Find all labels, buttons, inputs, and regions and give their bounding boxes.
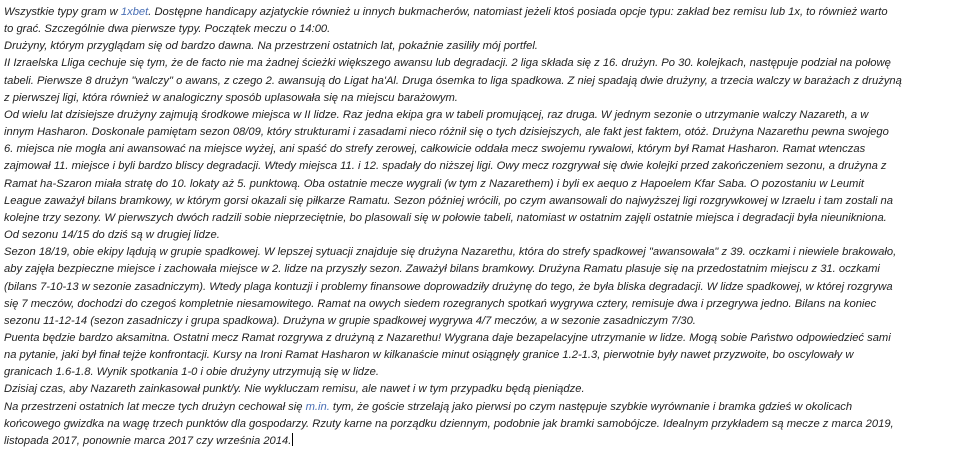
text-line: II Izraelska Lliga cechuje się tym, że de facto nie ma żadnej ścieżki większego awansu lub degradacji. 2 liga składa się z 16. drużyn. Po 30. kolejkach, następuje podział na połowę bbox=[4, 57, 891, 70]
abbreviation-link[interactable]: m.in. bbox=[305, 400, 330, 413]
text-line: 6. miejsca nie mogła ani awansować na miejsce wyżej, ani spaść do strefy zerowej, całkowicie oddała mecz swojemu rywalowi, którym był Ramat Hasharon. Ramat wtenczas bbox=[4, 143, 866, 156]
text-line: Ramat ha-Szaron miała stratę do 10. lokaty aż 5. punktową. Oba ostatnie mecze wygrali (w tym z Nazarethem) i byli ex aequo z Hapoelem Kfar Saba. O pozostaniu w Leumit bbox=[4, 177, 864, 190]
text-line: Od sezonu 14/15 do dziś są w drugiej lidze. bbox=[4, 229, 220, 242]
text-line: granicach 1.6-1.8. Wynik spotkania 1-0 i obie drużyny utrzymują się w lidze. bbox=[4, 366, 379, 379]
text-segment: tym, że goście strzelają jako pierwsi po czym następuje szybkie wyrównanie i bramka gdzieś w okolicach bbox=[329, 400, 853, 413]
text-line: na pytanie, jaki był finał tejże konfrontacji. Kursy na Ironi Ramat Hasharon w kilkanaście minut osiągnęły granice 1.2-1.3, pierwotnie były nawet przyzwoite, bo oscylowały w bbox=[4, 349, 854, 362]
text-line: Drużyny, którym przyglądam się od bardzo dawna. Na przestrzeni ostatnich lat, pokaźnie zasiliły mój portfel. bbox=[4, 40, 538, 53]
text-line: to grać. Szczególnie dwa pierwsze typy. Początek meczu o 14:00. bbox=[4, 23, 331, 36]
text-line: sezonu 11-12-14 (sezon zasadniczy i grupa spadkowa). Drużyna w grupie spadkowej wygrywa 4/7 meczów, a w sezonie zasadniczym 7/30. bbox=[4, 314, 696, 327]
text-line: się 7 meczów, dochodzi do czegoś kompletnie niesamowitego. Ramat na owych siedem rozegranych spotkań wygrywa cztery, remisuje dwa i przegrywa jedno. Bilans na koniec bbox=[4, 297, 877, 310]
text-segment: Wszystkie typy gram w bbox=[4, 6, 121, 18]
text-line: Od wielu lat dzisiejsze drużyny zajmują środkowe miejsca w II lidze. Raz jedna ekipa gra w tabeli promującej, raz druga. W jednym sezonie o utrzymanie walczy Nazareth, a w bbox=[4, 108, 869, 121]
text-line: Puenta będzie bardzo aksamitna. Ostatni mecz Ramat rozgrywa z drużyną z Nazarethu! Wygrana daje bezapelacyjne utrzymanie w lidze. Mogą sobie Państwo odpowiedzieć sami bbox=[4, 331, 891, 344]
text-line bbox=[4, 4, 949, 21]
text-line: końcowego gwizdka na wagę trzech punktów dla gospodarzy. Rzuty karne na porządku dziennym, podobnie jak bramki samobójcze. Idealnym przykładem są mecze z marca 2019, bbox=[4, 417, 894, 430]
text-line: aby zajęła bezpieczne miejsce i zachowała miejsce w 2. lidze na przyszły sezon. Zaważył bilans bramkowy. Drużyna Ramatu plasuje się na przedostatnim miejscu z 31. oczkami bbox=[4, 263, 880, 276]
text-line: Dzisiaj czas, aby Nazareth zainkasował punkt/y. Nie wykluczam remisu, ale nawet i w tym przypadku będą pieniądze. bbox=[4, 383, 585, 396]
text-segment: . Dostępne handicapy azjatyckie również u innych bukmacherów, natomiast jeżeli ktoś posiada opcje typu: zakład bez remisu lub 1x, to również warto bbox=[148, 6, 888, 18]
document-body[interactable] bbox=[4, 4, 949, 450]
text-line: z pierwszej ligi, która również w analogiczny sposób uplasowała się na miejscu barażowym. bbox=[4, 91, 458, 104]
text-line: League zaważył bilans bramkowy, w którym gorsi okazali się piłkarze Ramatu. Sezon później wrócili, po czym awansowali do najwyższej ligi rozgrywkowej w Izraelu i tam zostali na bbox=[4, 194, 893, 207]
text-line: (bilans 7-10-13 w sezonie zasadniczym). Wtedy plaga kontuzji i problemy finansowe doprowadziły drużynę do tego, że była bliska degradacji. W lidze spadkowej, w której rozgrywa bbox=[4, 280, 893, 293]
text-line: zajmował 11. miejsce i byli bardzo bliscy degradacji. Wtedy miejsca 11. i 12. spadały do niższej ligi. Owy mecz rozgrywał się dwie kolejki przed zakończeniem sezonu, a drużyna z bbox=[4, 160, 887, 173]
text-caret bbox=[292, 433, 293, 446]
text-line: innym Hasharon. Doskonale pamiętam sezon 08/09, który strukturami i zasadami nieco różnił się o tych dzisiejszych, ale fakt jest faktem, otóż. Drużyna Nazarethu pewna swojego bbox=[4, 126, 889, 139]
text-line: Sezon 18/19, obie ekipy lądują w grupie spadkowej. W lepszej sytuacji znajduje się drużyna Nazarethu, która do strefy spadkowej "awansowała" z 39. oczkami i niewiele brakowało, bbox=[4, 246, 897, 259]
text-line bbox=[4, 399, 949, 416]
bookmaker-link[interactable]: 1xbet bbox=[120, 6, 149, 18]
text-line: listopada 2017, ponownie marca 2017 czy września 2014. bbox=[4, 434, 292, 447]
text-line: tabeli. Pierwsze 8 drużyn "walczy" o awans, z czego 2. awansują do Ligat ha'Al. Druga ósemka to liga spadkowa. Z niej spadają dwie drużyny, a trzecia walczy w barażach z drużyną bbox=[4, 74, 902, 87]
text-segment: Na przestrzeni ostatnich lat mecze tych drużyn cechował się bbox=[4, 400, 306, 413]
text-line: kolejne trzy sezony. W pierwszych dwóch radzili sobie nieprzeciętnie, bo plasowali się w połowie tabeli, natomiast w ostatnim zajęli ostatnie miejsca i degradacji była nieunikniona. bbox=[4, 211, 887, 224]
